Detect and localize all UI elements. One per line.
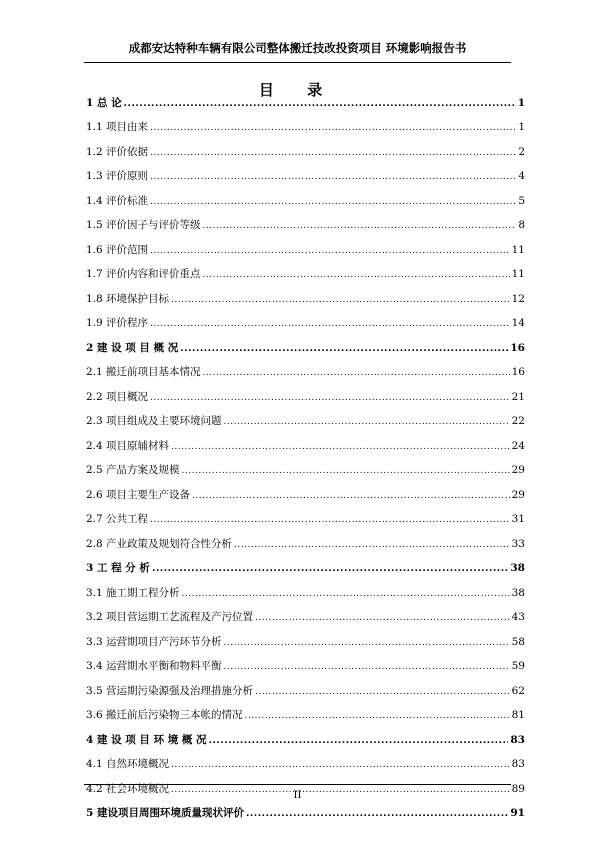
toc-entry-page: 22	[511, 415, 525, 427]
toc-entry-label: 5 建设项目周围环境质量现状评价	[86, 807, 244, 819]
toc-section-row[interactable]	[86, 440, 525, 453]
toc-dot-leader	[182, 465, 510, 477]
toc-section-row[interactable]	[86, 587, 525, 600]
page-number: II	[293, 790, 302, 801]
toc-entry-page: 83	[510, 734, 525, 746]
toc-entry-page: 58	[511, 636, 525, 648]
toc-entry-label: 1.2 评价依据	[86, 146, 149, 158]
toc-entry-page: 8	[518, 219, 525, 231]
toc-entry-label: 1.8 环境保护目标	[86, 293, 170, 305]
toc-entry-label: 3.1 施工期工程分析	[86, 587, 180, 599]
toc-dot-leader	[150, 122, 516, 134]
toc-section-row[interactable]	[86, 538, 525, 551]
toc-entry-page: 11	[511, 268, 525, 280]
toc-dot-leader	[150, 318, 510, 330]
toc-dot-leader	[255, 686, 510, 698]
toc-entry-page: 21	[511, 391, 525, 403]
toc-entry-label: 1 总 论	[86, 97, 122, 109]
toc-entry-label: 3.4 运营期水平衡和物料平衡	[86, 660, 222, 672]
toc-dot-leader	[224, 637, 510, 649]
toc-entry-label: 2.5 产品方案及规模	[86, 464, 180, 476]
toc-entry-label: 1.7 评价内容和评价重点	[86, 268, 201, 280]
toc-dot-leader	[245, 710, 510, 722]
toc-section-row[interactable]	[86, 317, 525, 330]
toc-entry-label: 4.1 自然环境概况	[86, 758, 170, 770]
toc-entry-page: 62	[511, 685, 525, 697]
toc-dot-leader	[124, 98, 516, 110]
toc-section-row[interactable]	[86, 366, 525, 379]
toc-section-row[interactable]	[86, 244, 525, 257]
toc-entry-label: 3 工 程 分 析	[86, 562, 150, 574]
toc-dot-leader	[203, 220, 517, 232]
toc-section-row[interactable]	[86, 489, 525, 502]
toc-entry-label: 4.2 社会环境概况	[86, 783, 170, 795]
toc-entry-label: 3.3 运营期项目产污环节分析	[86, 636, 222, 648]
toc-entry-label: 2.1 搬迁前项目基本情况	[86, 366, 201, 378]
toc-section-row[interactable]	[86, 611, 525, 624]
toc-chapter-row[interactable]	[86, 562, 525, 575]
toc-section-row[interactable]	[86, 268, 525, 281]
toc-entry-label: 1.4 评价标准	[86, 195, 149, 207]
toc-chapter-row[interactable]	[86, 807, 525, 820]
toc-entry-label: 2.3 项目组成及主要环境问题	[86, 415, 222, 427]
toc-entry-label: 1.6 评价范围	[86, 244, 149, 256]
toc-entry-page: 59	[511, 660, 525, 672]
toc-section-row[interactable]	[86, 758, 525, 771]
toc-chapter-row[interactable]	[86, 734, 525, 747]
toc-entry-page: 16	[511, 366, 525, 378]
toc-dot-leader	[224, 661, 510, 673]
toc-dot-leader	[246, 808, 508, 820]
toc-entry-label: 3.6 搬迁前后污染物三本帐的情况	[86, 709, 243, 721]
toc-entry-label: 1.3 评价原则	[86, 170, 149, 182]
toc-section-row[interactable]	[86, 464, 525, 477]
toc-entry-page: 12	[511, 293, 525, 305]
toc-entry-label: 2.7 公共工程	[86, 513, 149, 525]
toc-section-row[interactable]	[86, 660, 525, 673]
toc-section-row[interactable]	[86, 415, 525, 428]
toc-entry-label: 1.5 评价因子与评价等级	[86, 219, 201, 231]
toc-entry-label: 2 建 设 项 目 概 况	[86, 342, 179, 354]
toc-dot-leader	[171, 294, 510, 306]
toc-entry-label: 1.1 项目由来	[86, 121, 149, 133]
toc-section-row[interactable]	[86, 146, 525, 159]
toc-dot-leader	[150, 171, 516, 183]
toc-entry-page: 31	[511, 513, 525, 525]
toc-dot-leader	[171, 441, 510, 453]
toc-entry-page: 38	[511, 587, 525, 599]
toc-entry-page: 2	[518, 146, 525, 158]
toc-entry-label: 1.9 评价程序	[86, 317, 149, 329]
toc-entry-page: 24	[511, 440, 525, 452]
toc-dot-leader	[234, 539, 510, 551]
page-title: 目 录	[258, 81, 337, 99]
running-header: 成都安达特种车辆有限公司整体搬迁技改投资项目 环境影响报告书	[84, 40, 511, 63]
toc-entry-page: 14	[511, 317, 525, 329]
toc-entry-label: 3.5 营运期污染源强及治理措施分析	[86, 685, 254, 697]
toc-section-row[interactable]	[86, 636, 525, 649]
toc-entry-label: 2.4 项目原辅材料	[86, 440, 170, 452]
toc-entry-page: 29	[511, 464, 525, 476]
toc-entry-page: 4	[518, 170, 525, 182]
toc-entry-label: 2.2 项目概况	[86, 391, 149, 403]
toc-dot-leader	[203, 269, 510, 281]
toc-entry-page: 91	[510, 807, 525, 819]
toc-section-row[interactable]	[86, 513, 525, 526]
toc-dot-leader	[150, 196, 516, 208]
toc-entry-page: 5	[518, 195, 525, 207]
toc-section-row[interactable]	[86, 685, 525, 698]
toc-dot-leader	[192, 490, 510, 502]
toc-entry-page: 11	[511, 244, 525, 256]
toc-section-row[interactable]	[86, 170, 525, 183]
toc-entry-page: 29	[511, 489, 525, 501]
toc-dot-leader	[152, 563, 508, 575]
toc-entry-page: 81	[511, 709, 525, 721]
toc-entry-page: 43	[511, 611, 525, 623]
table-of-contents	[86, 97, 525, 820]
toc-entry-label: 2.8 产业政策及规划符合性分析	[86, 538, 233, 550]
toc-section-row[interactable]	[86, 293, 525, 306]
toc-dot-leader	[182, 588, 510, 600]
toc-entry-page: 83	[511, 758, 525, 770]
toc-entry-label: 3.2 项目营运期工艺流程及产污位置	[86, 611, 254, 623]
toc-section-row[interactable]	[86, 121, 525, 134]
toc-entry-label: 2.6 项目主要生产设备	[86, 489, 191, 501]
toc-dot-leader	[180, 343, 508, 355]
toc-dot-leader	[224, 416, 510, 428]
toc-section-row[interactable]	[86, 195, 525, 208]
toc-section-row[interactable]	[86, 219, 525, 232]
toc-dot-leader	[150, 147, 516, 159]
toc-entry-page: 1	[517, 97, 525, 109]
toc-entry-page: 89	[511, 783, 525, 795]
toc-entry-label: 4 建 设 项 目 环 境 概 况	[86, 734, 207, 746]
toc-section-row[interactable]	[86, 391, 525, 404]
toc-dot-leader	[150, 245, 510, 257]
toc-chapter-row[interactable]	[86, 342, 525, 355]
toc-dot-leader	[255, 612, 510, 624]
toc-dot-leader	[171, 759, 510, 771]
toc-entry-page: 16	[510, 342, 525, 354]
toc-entry-page: 33	[511, 538, 525, 550]
toc-chapter-row[interactable]	[86, 97, 525, 110]
toc-dot-leader	[203, 367, 510, 379]
toc-entry-page: 38	[510, 562, 525, 574]
toc-entry-page: 1	[518, 121, 525, 133]
toc-section-row[interactable]	[86, 709, 525, 722]
toc-dot-leader	[150, 392, 510, 404]
toc-dot-leader	[209, 735, 509, 747]
toc-dot-leader	[150, 514, 510, 526]
footer-divider	[84, 784, 511, 785]
